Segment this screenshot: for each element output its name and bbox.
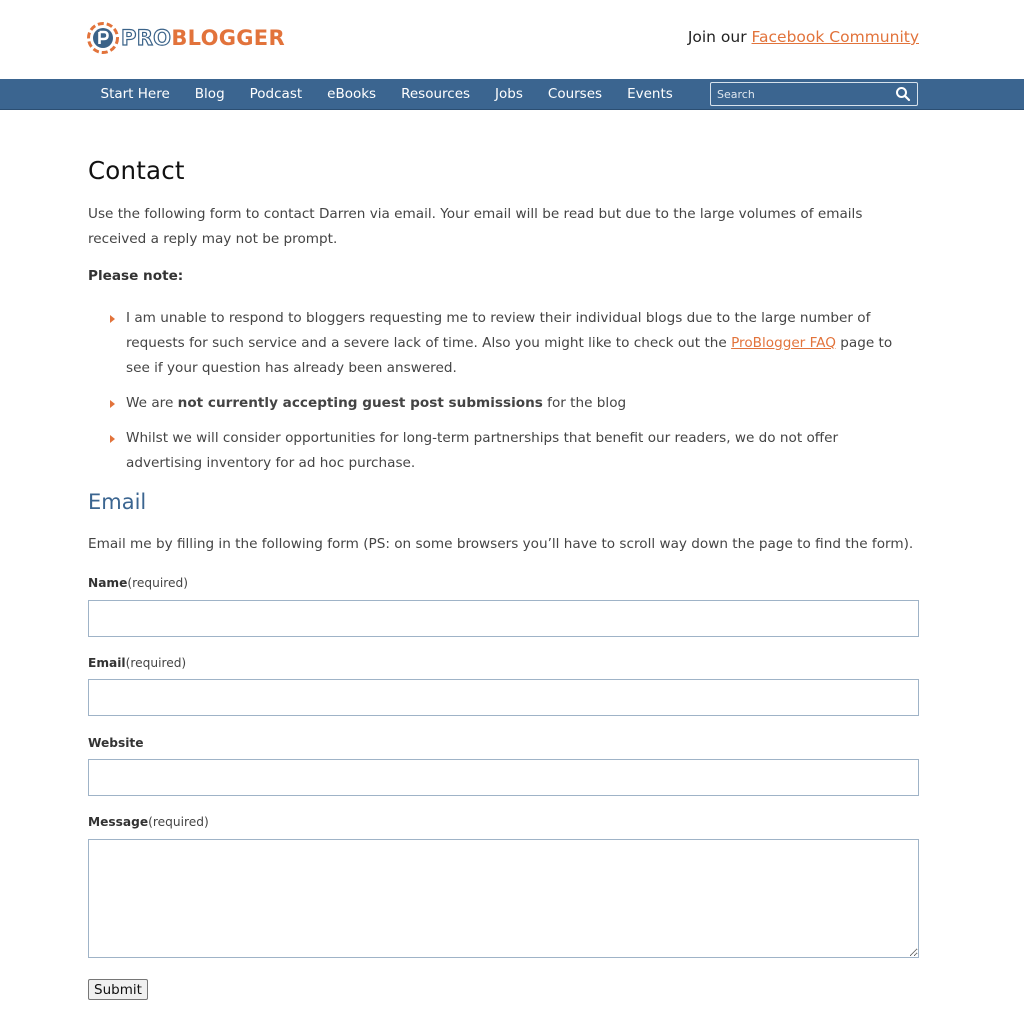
list-item-text: page to see if your question has already been answered.	[126, 335, 893, 376]
form-intro-text: Email me by filling in the following form (PS: on some browsers you’ll have to scroll way down the page to find the form).	[88, 536, 914, 552]
submit-button[interactable]: Submit	[88, 979, 148, 1000]
name-field[interactable]	[88, 600, 919, 637]
website-label-text: Website	[88, 736, 144, 750]
website-field[interactable]	[88, 759, 919, 796]
facebook-community-cta	[688, 28, 919, 46]
facebook-community-link[interactable]: Facebook Community	[751, 28, 919, 46]
nav-item-courses[interactable]: Courses	[547, 86, 603, 102]
bullet-arrow-icon	[110, 435, 115, 443]
nav-item-podcast[interactable]: Podcast	[249, 86, 303, 102]
list-item	[88, 391, 918, 416]
problogger-logo[interactable]	[87, 22, 285, 54]
note-label: Please note:	[88, 268, 184, 284]
logo-blogger-text: BLOGGER	[171, 26, 285, 50]
name-label-text: Name	[88, 576, 128, 590]
logo-mark-icon	[87, 22, 119, 54]
message-label-text: Message	[88, 815, 149, 829]
list-item-text: Whilst we will consider opportunities for long-term partnerships that benefit our readers, we do not offer advertising inventory for ad hoc purchase.	[126, 430, 839, 471]
list-item-text: for the blog	[542, 395, 627, 411]
join-prefix: Join our	[687, 28, 752, 46]
list-item	[88, 306, 918, 381]
nav-item-resources[interactable]: Resources	[401, 86, 471, 102]
logo-pro-text: PRO	[121, 26, 172, 50]
main-nav	[0, 79, 1024, 110]
nav-item-blog[interactable]: Blog	[194, 86, 225, 102]
required-marker: (required)	[125, 656, 187, 670]
list-item-text: I am unable to respond to bloggers requesting me to review their individual blogs due to the large number of requests for such service and a severe lack of time. Also you might like to check out the	[126, 310, 871, 351]
bullet-arrow-icon	[110, 315, 115, 323]
message-field-label	[88, 815, 209, 829]
required-marker: (required)	[148, 815, 209, 829]
email-label-text: Email	[88, 656, 126, 670]
list-item-bold-text: not currently accepting guest post submissions	[177, 395, 543, 411]
email-section-heading: Email	[88, 490, 147, 514]
email-field[interactable]	[88, 679, 919, 716]
required-marker: (required)	[127, 576, 188, 590]
list-item-text: We are	[126, 395, 178, 411]
note-list	[88, 306, 918, 486]
search-input[interactable]	[711, 83, 891, 105]
intro-text: Use the following form to contact Darren via email. Your email will be read but due to the large volumes of emails received a reply may not be prompt.	[88, 206, 863, 247]
website-field-label	[88, 736, 144, 750]
nav-item-jobs[interactable]: Jobs	[495, 86, 523, 102]
email-field-label	[88, 656, 186, 670]
nav-menu	[88, 79, 685, 110]
site-header	[0, 0, 1024, 79]
nav-item-start-here[interactable]: Start Here	[100, 86, 170, 102]
page-title: Contact	[88, 156, 185, 185]
search-icon[interactable]	[895, 86, 911, 102]
bullet-arrow-icon	[110, 400, 115, 408]
problogger-faq-link[interactable]: ProBlogger FAQ	[731, 335, 836, 351]
message-textarea[interactable]	[88, 839, 919, 958]
list-item	[88, 426, 918, 476]
search-box	[710, 82, 918, 106]
name-field-label	[88, 576, 188, 590]
nav-item-events[interactable]: Events	[627, 86, 673, 102]
nav-item-ebooks[interactable]: eBooks	[327, 86, 377, 102]
logo-wordmark	[121, 22, 285, 54]
